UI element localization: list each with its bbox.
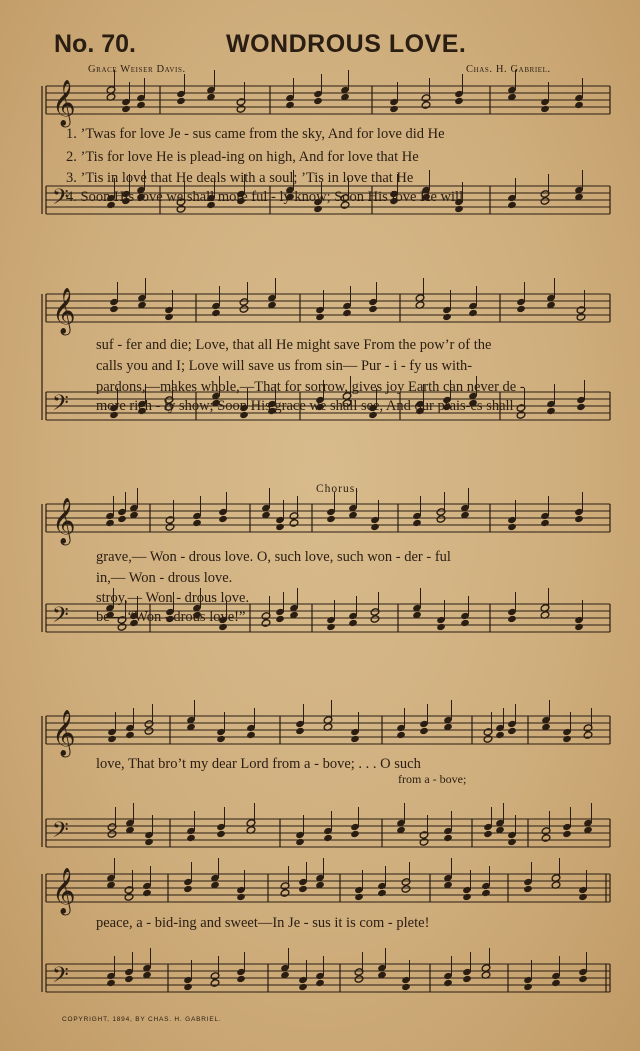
bass-note — [144, 838, 154, 846]
treble-note — [468, 309, 478, 317]
treble-note — [285, 101, 295, 109]
bass-note — [210, 979, 220, 987]
treble-clef: 𝄞 — [52, 710, 76, 756]
treble-note — [389, 105, 399, 113]
bass-clef: 𝄢 — [52, 963, 69, 993]
treble-note — [495, 731, 505, 739]
verse4-line2: more rich - ly show; Soon His grace we shall see, And our prais-es shall — [96, 398, 514, 414]
treble-note — [377, 889, 387, 897]
treble-note — [326, 515, 336, 523]
treble-note — [419, 727, 429, 735]
treble-note — [578, 893, 588, 901]
treble-note — [280, 889, 290, 897]
bass-note — [323, 834, 333, 842]
treble-note — [121, 105, 131, 113]
bass-note — [275, 615, 285, 623]
treble-note — [576, 313, 586, 321]
chorus-line2: peace, a - bid-ing and sweet—In Je - sus it is com - plete! — [96, 915, 430, 931]
verse3-line2: pardons,—makes whole,—That for sorrow, gives joy Earth can never de - — [96, 379, 525, 395]
treble-note — [481, 889, 491, 897]
treble-note — [183, 885, 193, 893]
treble-note — [136, 101, 146, 109]
treble-note — [124, 893, 134, 901]
treble-note — [295, 727, 305, 735]
treble-note — [105, 519, 115, 527]
treble-staff — [46, 294, 610, 322]
treble-note — [289, 519, 299, 527]
treble-note — [368, 305, 378, 313]
composer-credit: Chas. H. Gabriel. — [466, 64, 551, 75]
treble-note — [421, 101, 431, 109]
bass-note — [574, 623, 584, 631]
treble-note — [507, 727, 517, 735]
verse3-line1: 3. ’Tis in love that He deals with a soul; ’Tis in love that He — [66, 170, 414, 186]
bass-clef: 𝄢 — [52, 391, 69, 421]
bass-note — [576, 403, 586, 411]
bass-note — [313, 205, 323, 213]
bass-note — [401, 983, 411, 991]
treble-note — [216, 735, 226, 743]
treble-note — [313, 97, 323, 105]
treble-note — [562, 735, 572, 743]
hymn-number: No. 70. — [54, 30, 136, 58]
treble-note — [236, 105, 246, 113]
treble-note — [176, 97, 186, 105]
bass-note — [546, 407, 556, 415]
bass-note — [261, 619, 271, 627]
bass-note — [541, 834, 551, 842]
treble-note — [523, 885, 533, 893]
bass-note — [298, 983, 308, 991]
verse2-line3: in,— Won - drous love. — [96, 570, 233, 586]
treble-note — [192, 519, 202, 527]
bass-note — [315, 979, 325, 987]
bass-note — [326, 623, 336, 631]
treble-note — [583, 731, 593, 739]
treble-note — [109, 305, 119, 313]
treble-note — [516, 305, 526, 313]
bass-note — [562, 830, 572, 838]
treble-note — [483, 735, 493, 743]
bass-note — [236, 975, 246, 983]
treble-note — [412, 519, 422, 527]
bass-note — [216, 830, 226, 838]
treble-note — [540, 519, 550, 527]
treble-note — [370, 523, 380, 531]
treble-note — [315, 313, 325, 321]
treble-note — [107, 735, 117, 743]
hymn-title: WONDROUS LOVE. — [226, 30, 467, 58]
treble-note — [462, 893, 472, 901]
bass-note — [460, 619, 470, 627]
treble-note — [454, 97, 464, 105]
bass-note — [578, 975, 588, 983]
bass-note — [107, 830, 117, 838]
bass-note — [551, 979, 561, 987]
verse4-line3: be— “Won - drous love!” — [96, 609, 246, 625]
bass-note — [348, 619, 358, 627]
bass-note — [124, 975, 134, 983]
treble-clef: 𝄞 — [52, 498, 76, 544]
treble-note — [442, 313, 452, 321]
treble-note — [239, 305, 249, 313]
chorus-label: Chorus. — [316, 483, 360, 495]
treble-note — [142, 889, 152, 897]
bass-clef: 𝄢 — [52, 603, 69, 633]
bass-note — [507, 615, 517, 623]
treble-note — [574, 101, 584, 109]
treble-note — [350, 735, 360, 743]
verse4-line1: 4. Soon His love we shall more ful - ly know; Soon His love He will — [66, 189, 464, 205]
bass-note — [523, 983, 533, 991]
bass-note — [183, 983, 193, 991]
treble-clef: 𝄞 — [52, 288, 76, 334]
chorus-line1: love, That bro’t my dear Lord from a - bove; . . . O such — [96, 756, 421, 772]
bass-clef: 𝄢 — [52, 818, 69, 848]
bass-note — [176, 205, 186, 213]
treble-note — [125, 731, 135, 739]
treble-note — [275, 523, 285, 531]
treble-note — [342, 309, 352, 317]
treble-staff — [46, 86, 610, 114]
bass-note — [350, 830, 360, 838]
bass-note — [483, 830, 493, 838]
treble-note — [117, 515, 127, 523]
treble-note — [144, 727, 154, 735]
bass-clef: 𝄢 — [52, 185, 69, 215]
verse2-line2: calls you and I; Love will save us from sin— Pur - i - fy us with- — [96, 358, 473, 374]
bass-note — [516, 411, 526, 419]
treble-note — [236, 893, 246, 901]
bass-note — [540, 197, 550, 205]
treble-note — [401, 885, 411, 893]
bass-note — [106, 979, 116, 987]
treble-note — [436, 515, 446, 523]
treble-note — [354, 893, 364, 901]
bass-note — [462, 975, 472, 983]
bass-note — [507, 201, 517, 209]
bass-note — [443, 979, 453, 987]
bass-note — [436, 623, 446, 631]
treble-note — [574, 515, 584, 523]
treble-note — [298, 885, 308, 893]
treble-note — [396, 731, 406, 739]
treble-clef: 𝄞 — [52, 80, 76, 126]
treble-note — [218, 515, 228, 523]
chorus-alto-line: from a - bove; — [398, 772, 467, 786]
treble-note — [507, 523, 517, 531]
bass-note — [186, 834, 196, 842]
treble-clef: 𝄞 — [52, 868, 76, 914]
bass-note — [419, 838, 429, 846]
bass-note — [370, 615, 380, 623]
treble-note — [540, 105, 550, 113]
verse3-line3: stroy,— Won - drous love. — [96, 590, 250, 606]
verse1-line1: 1. ’Twas for love Je - sus came from the sky, And for love did He — [66, 126, 445, 142]
bass-note — [354, 975, 364, 983]
treble-note — [246, 731, 256, 739]
treble-note — [211, 309, 221, 317]
treble-note — [165, 523, 175, 531]
bass-note — [295, 838, 305, 846]
bass-note — [454, 205, 464, 213]
verse1-line2: suf - fer and die; Love, that all He might save From the pow’r of the — [96, 337, 492, 353]
verse2-line1: 2. ’Tis for love He is plead-ing on high, And for love that He — [66, 149, 419, 165]
bass-note — [507, 838, 517, 846]
lyricist-credit: Grace Weiser Davis. — [88, 64, 186, 75]
treble-note — [164, 313, 174, 321]
copyright-notice: COPYRIGHT, 1894, BY CHAS. H. GABRIEL. — [62, 1016, 222, 1023]
bass-note — [443, 834, 453, 842]
verse1-line3: grave,— Won - drous love. O, such love, such won - der - ful — [96, 549, 451, 565]
